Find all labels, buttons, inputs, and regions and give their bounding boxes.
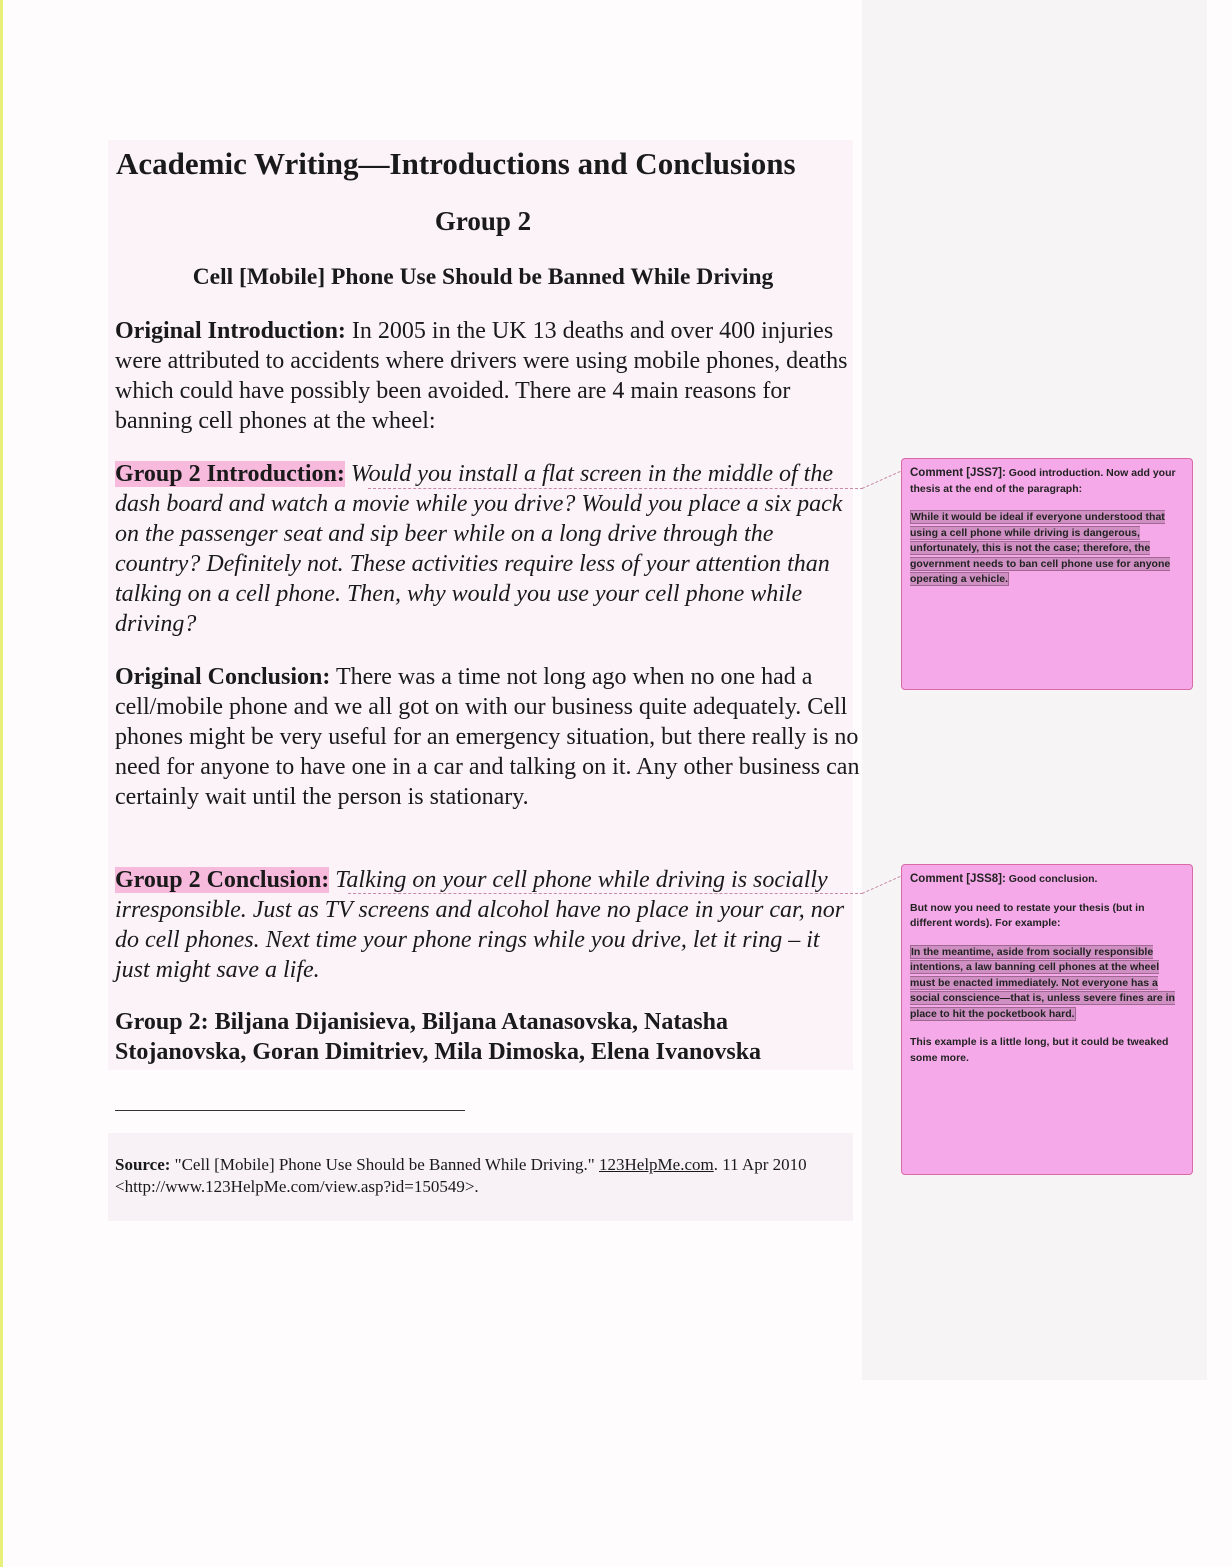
comment-balloon-jss8[interactable]: [901, 864, 1193, 1175]
comment-tag: Comment [JSS8]:: [910, 873, 1006, 885]
original-conclusion-text: There was a time not long ago when no one had a cell/mobile phone and we all got on with our business quite adequately. Cell phones might be very useful for an emergency situation, but there really is no need for anyone to have one in a car and talking on it. Any other business can certainly wait until the person is stationary.: [115, 664, 860, 810]
comment-example: While it would be ideal if everyone understood that using a cell phone while driving is dangerous, unfortunately, this is not the case; therefore, the government needs to ban cell phone use for anyone operating a vehicle.: [910, 511, 1171, 585]
comment-tag: Comment [JSS7]:: [910, 467, 1006, 479]
comment-balloon-jss7[interactable]: [901, 458, 1193, 690]
source-text-after: . 11 Apr 2010 <http://www.123HelpMe.com/view.asp?id=150549>.: [115, 1155, 807, 1196]
group-introduction-text: Would you install a flat screen in the middle of the dash board and watch a movie while you drive? Would you place a six pack on the passenger seat and sip beer while on a long drive through the country? Definitely not. These activities require less of your attention than talking on a cell phone. Then, why would you use your cell phone while driving?: [115, 461, 843, 637]
comment-note: But now you need to restate your thesis (but in different words). For example:: [910, 901, 1145, 929]
footnote-divider: [115, 1110, 465, 1111]
original-introduction: [115, 316, 860, 436]
comment-connector: [368, 488, 863, 489]
group-heading: Group 2: [434, 206, 532, 236]
source-citation: [115, 1154, 845, 1198]
original-introduction-label: Original Introduction:: [115, 318, 346, 344]
original-introduction-text: In 2005 in the UK 13 deaths and over 400 injuries were attributed to accidents where drivers were using mobile phones, deaths which could have possibly been avoided. There are 4 main reasons for banning cell phones at the wheel:: [115, 318, 848, 434]
group-conclusion: [115, 865, 860, 985]
group-conclusion-label[interactable]: Group 2 Conclusion:: [115, 867, 330, 893]
essay-title: Cell [Mobile] Phone Use Should be Banned While Driving: [192, 264, 774, 290]
comment-footer: This example is a little long, but it could be tweaked some more.: [910, 1036, 1169, 1064]
source-link[interactable]: 123HelpMe.com: [599, 1155, 714, 1174]
comment-text: Good conclusion.: [1005, 873, 1098, 885]
source-label: Source:: [115, 1155, 171, 1174]
comment-text: Good introduction. Now add your thesis at the end of the paragraph:: [910, 467, 1176, 495]
group-introduction: [115, 459, 860, 639]
comment-example: In the meantime, aside from socially responsible intentions, a law banning cell phones at the wheel must be enacted immediately. Not everyone has a social conscience—that is, unless severe fines are in place to hit the pocketbook hard.: [910, 945, 1175, 1020]
group-introduction-label[interactable]: Group 2 Introduction:: [115, 461, 345, 487]
comment-connector: [348, 893, 863, 894]
page-edge: [0, 0, 3, 1567]
group-conclusion-text: Talking on your cell phone while driving is socially irresponsible. Just as TV screens and alcohol have no place in your car, nor do cell phones. Next time your phone rings while you drive, let it ring – it just might save a life.: [115, 867, 845, 983]
source-text: "Cell [Mobile] Phone Use Should be Banned While Driving.": [170, 1155, 600, 1174]
group-authors: Group 2: Biljana Dijanisieva, Biljana Atanasovska, Natasha Stojanovska, Goran Dimitriev, Mila Dimoska, Elena Ivanovska: [115, 1009, 762, 1065]
page-title: Academic Writing—Introductions and Conclusions: [116, 146, 796, 181]
original-conclusion-label: Original Conclusion:: [115, 664, 331, 690]
original-conclusion: [115, 662, 860, 812]
